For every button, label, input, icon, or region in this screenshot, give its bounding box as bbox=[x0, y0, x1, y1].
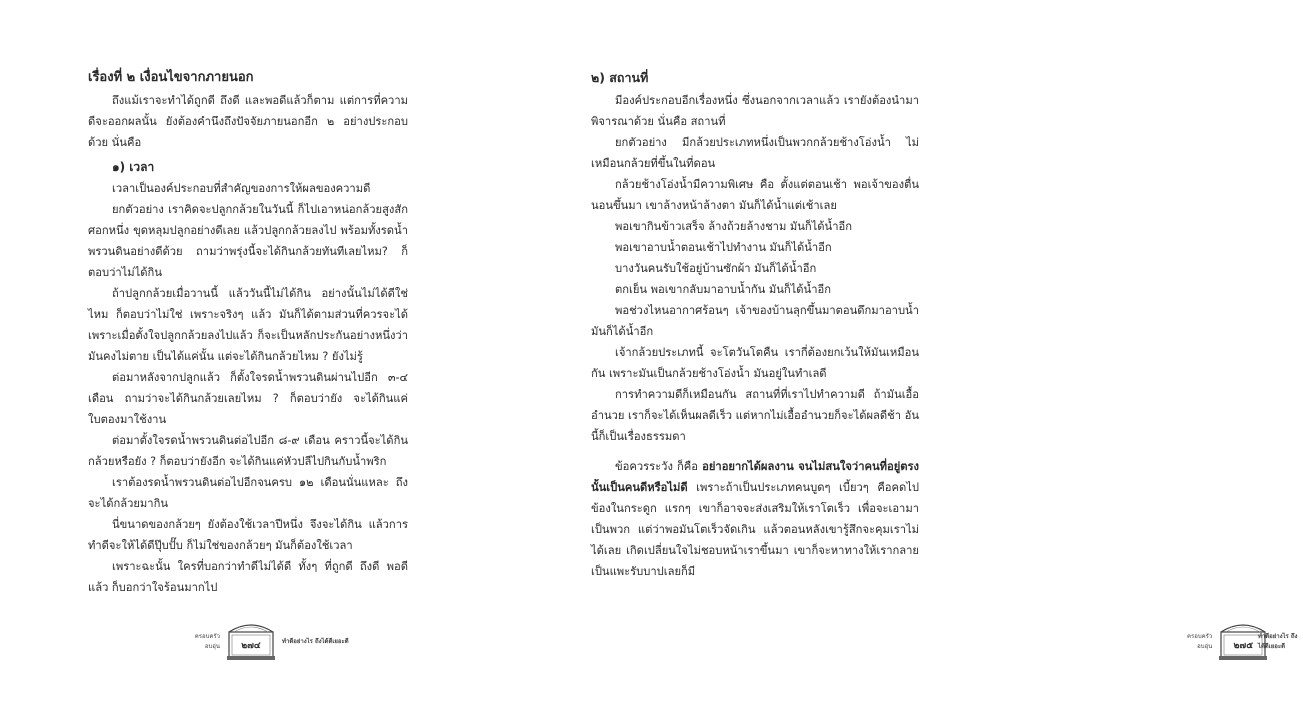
paragraph: เจ้ากล้วยประเภทนี้ จะโตวันโตคืน เรากี่ต้องยกเว้นให้มันเหมือนกัน เพราะมันเป็นกล้วยช้างโอ่งน้ำ มันอยู่ในทำเลดี bbox=[591, 346, 919, 380]
paragraph: ต่อมาหลังจากปลูกแล้ว ก็ตั้งใจรดน้ำพรวนดินผ่านไปอีก ๓-๔ เดือน ถามว่าจะได้กินกล้วยเลยไหม ? ก็ตอบว่ายัง จะได้กินแค่ใบตองมาใช้งาน bbox=[88, 371, 408, 426]
paragraph: ถ้าปลูกกล้วยเมื่อวานนี้ แล้ววันนี้ไม่ได้กิน อย่างนั้นไม่ได้ดีใช่ไหม ก็ตอบว่าไม่ใช่ เพราะจริงๆ แล้ว มันก็ได้ตามส่วนที่ควรจะได้ เพราะเมื่อตั้งใจปลูกกล้วยลงไปแล้ว ก็จะเป็นหลักประกันอย่างหนึ่งว่า มันคงไม่ตาย เป็นได้แค่นั้น แต่จะได้กินกล้วยไหม ? ยังไม่รู้ bbox=[88, 287, 408, 363]
footer-series: ครอบครัวอบอุ่น bbox=[1187, 633, 1213, 650]
paragraph: ตกเย็น พอเขากลับมาอาบน้ำกัน มันก็ได้น้ำอีก bbox=[615, 283, 831, 296]
caution-lead: ข้อควรระวัง ก็คือ bbox=[615, 460, 703, 473]
caution-emphasis: อย่าอยากได้ผลงาน จนไม่สนใจว่าคนที่อยู่ตรงนั้นเป็นคนดีหรือไม่ดี bbox=[591, 460, 919, 494]
intro-paragraph: ถึงแม้เราจะทำได้ถูกดี ถึงดี และพอดีแล้วก็ตาม แต่การที่ความดีจะออกผลนั้น ยังต้องคำนึงถึงปัจจัยภายนอกอีก ๒ อย่างประกอบด้วย นั่นคือ bbox=[88, 94, 408, 149]
paragraph: เพราะฉะนั้น ใครที่บอกว่าทำดีไม่ได้ดี ทั้งๆ ที่ถูกดี ถึงดี พอดีแล้ว ก็บอกว่าใจร้อนมากไป bbox=[88, 560, 408, 594]
left-page bbox=[0, 0, 500, 707]
section-title-place: ๒) สถานที่ bbox=[591, 70, 649, 85]
right-footer bbox=[1187, 618, 1303, 664]
paragraph: ยกตัวอย่าง เราคิดจะปลูกกล้วยในวันนี้ ก็ไปเอาหน่อกล้วยสูงสักศอกหนึ่ง ขุดหลุมปลูกอย่างดีเลย แล้วปลูกกล้วยลงไป พร้อมทั้งรดน้ำพรวนดินอย่างดีด้วย ถามว่าพรุ่งนี้จะได้กินกล้วยทันทีเลยไหม? ก็ตอบว่าไม่ได้กิน bbox=[88, 203, 408, 279]
paragraph: บางวันคนรับใช้อยู่บ้านซักผ้า มันก็ได้น้ำอีก bbox=[615, 262, 817, 275]
left-footer bbox=[186, 618, 349, 664]
paragraph: พอเขากินข้าวเสร็จ ล้างถ้วยล้างชาม มันก็ได้น้ำอีก bbox=[615, 220, 852, 233]
paragraph: เวลาเป็นองค์ประกอบที่สำคัญของการให้ผลของความดี bbox=[112, 182, 371, 195]
paragraph: นี่ขนาดของกล้วยๆ ยังต้องใช้เวลาปีหนึ่ง จึงจะได้กิน แล้วการทำดีจะให้ได้ดีปุ๊บปั๊บ ก็ไม่ใช่ของกล้วยๆ มันก็ต้องใช้เวลา bbox=[88, 518, 408, 552]
paragraph: พอเขาอาบน้ำตอนเช้าไปทำงาน มันก็ได้น้ำอีก bbox=[615, 241, 832, 254]
left-text-column bbox=[88, 68, 408, 598]
paragraph: มีองค์ประกอบอีกเรื่องหนึ่ง ซึ่งนอกจากเวลาแล้ว เรายังต้องนำมาพิจารณาด้วย นั่นคือ สถานที่ bbox=[591, 94, 919, 128]
paragraph: กล้วยช้างโอ่งน้ำมีความพิเศษ คือ ตั้งแต่ตอนเช้า พอเจ้าของตื่นนอนขึ้นมา เขาล้างหน้าล้างตา มันก็ได้น้ำแต่เช้าเลย bbox=[591, 178, 919, 212]
page-number: ๒๗๕ bbox=[1233, 641, 1254, 651]
paragraph: พอช่วงไหนอากาศร้อนๆ เจ้าของบ้านลุกขึ้นมาตอนดึกมาอาบน้ำ มันก็ได้น้ำอีก bbox=[591, 304, 919, 338]
footer-series: ครอบครัวอบอุ่น bbox=[194, 633, 220, 650]
paragraph: ต่อมาตั้งใจรดน้ำพรวนดินต่อไปอีก ๘-๙ เดือน คราวนี้จะได้กินกล้วยหรือยัง ? ก็ตอบว่ายังอีก จะได้กินแค่หัวปลีไปกินกับน้ำพริก bbox=[88, 434, 408, 468]
caution-rest: เพราะถ้าเป็นประเภทคนบูดๆ เบี้ยวๆ คือคดไปข้องในกระดูก แรกๆ เขาก็อาจจะส่งเสริมให้เราโตเร็ว เพื่อจะเอามาเป็นพวก แต่ว่าพอมันโตเร็วจัดเกิน แล้วตอนหลังเขารู้สึกจะคุมเราไม่ได้เลย เกิดเปลี่ยนใจไม่ชอบหน้าเราขึ้นมา เขาก็จะหาทางให้เรากลายเป็นแพะรับบาปเลยก็มี bbox=[591, 481, 919, 578]
chapter-heading: เรื่องที่ ๒ เงื่อนไขจากภายนอก bbox=[88, 70, 254, 85]
caution-paragraph bbox=[591, 456, 919, 582]
footer-publisher: ทำดีอย่างไร ถึงได้ดีเยอะดี bbox=[282, 638, 349, 645]
page-number-frame bbox=[1218, 620, 1252, 662]
paragraph: เราต้องรดน้ำพรวนดินต่อไปอีกจนครบ ๑๒ เดือนนั่นแหละ ถึงจะได้กล้วยมากิน bbox=[88, 476, 408, 510]
right-text-column bbox=[591, 68, 919, 582]
paragraph: ยกตัวอย่าง มีกล้วยประเภทหนึ่งเป็นพวกกล้วยช้างโอ่งน้ำ ไม่เหมือนกล้วยที่ขึ้นในที่ดอน bbox=[591, 136, 919, 170]
page-number-frame bbox=[226, 620, 276, 662]
section-title-time: ๑) เวลา bbox=[112, 160, 155, 174]
footer-publisher: ทำดีอย่างไร ถึงได้ดีเยอะดี bbox=[1257, 633, 1298, 650]
paragraph: การทำความดีก็เหมือนกัน สถานที่ที่เราไปทำความดี ถ้ามันเอื้ออำนวย เราก็จะได้เห็นผลดีเร็ว แต่หากไม่เอื้ออำนวยก็จะได้ผลดีช้า อันนี้ก็เป็นเรื่องธรรมดา bbox=[591, 388, 919, 443]
page-number: ๒๗๔ bbox=[241, 641, 261, 651]
right-page bbox=[500, 0, 1298, 707]
